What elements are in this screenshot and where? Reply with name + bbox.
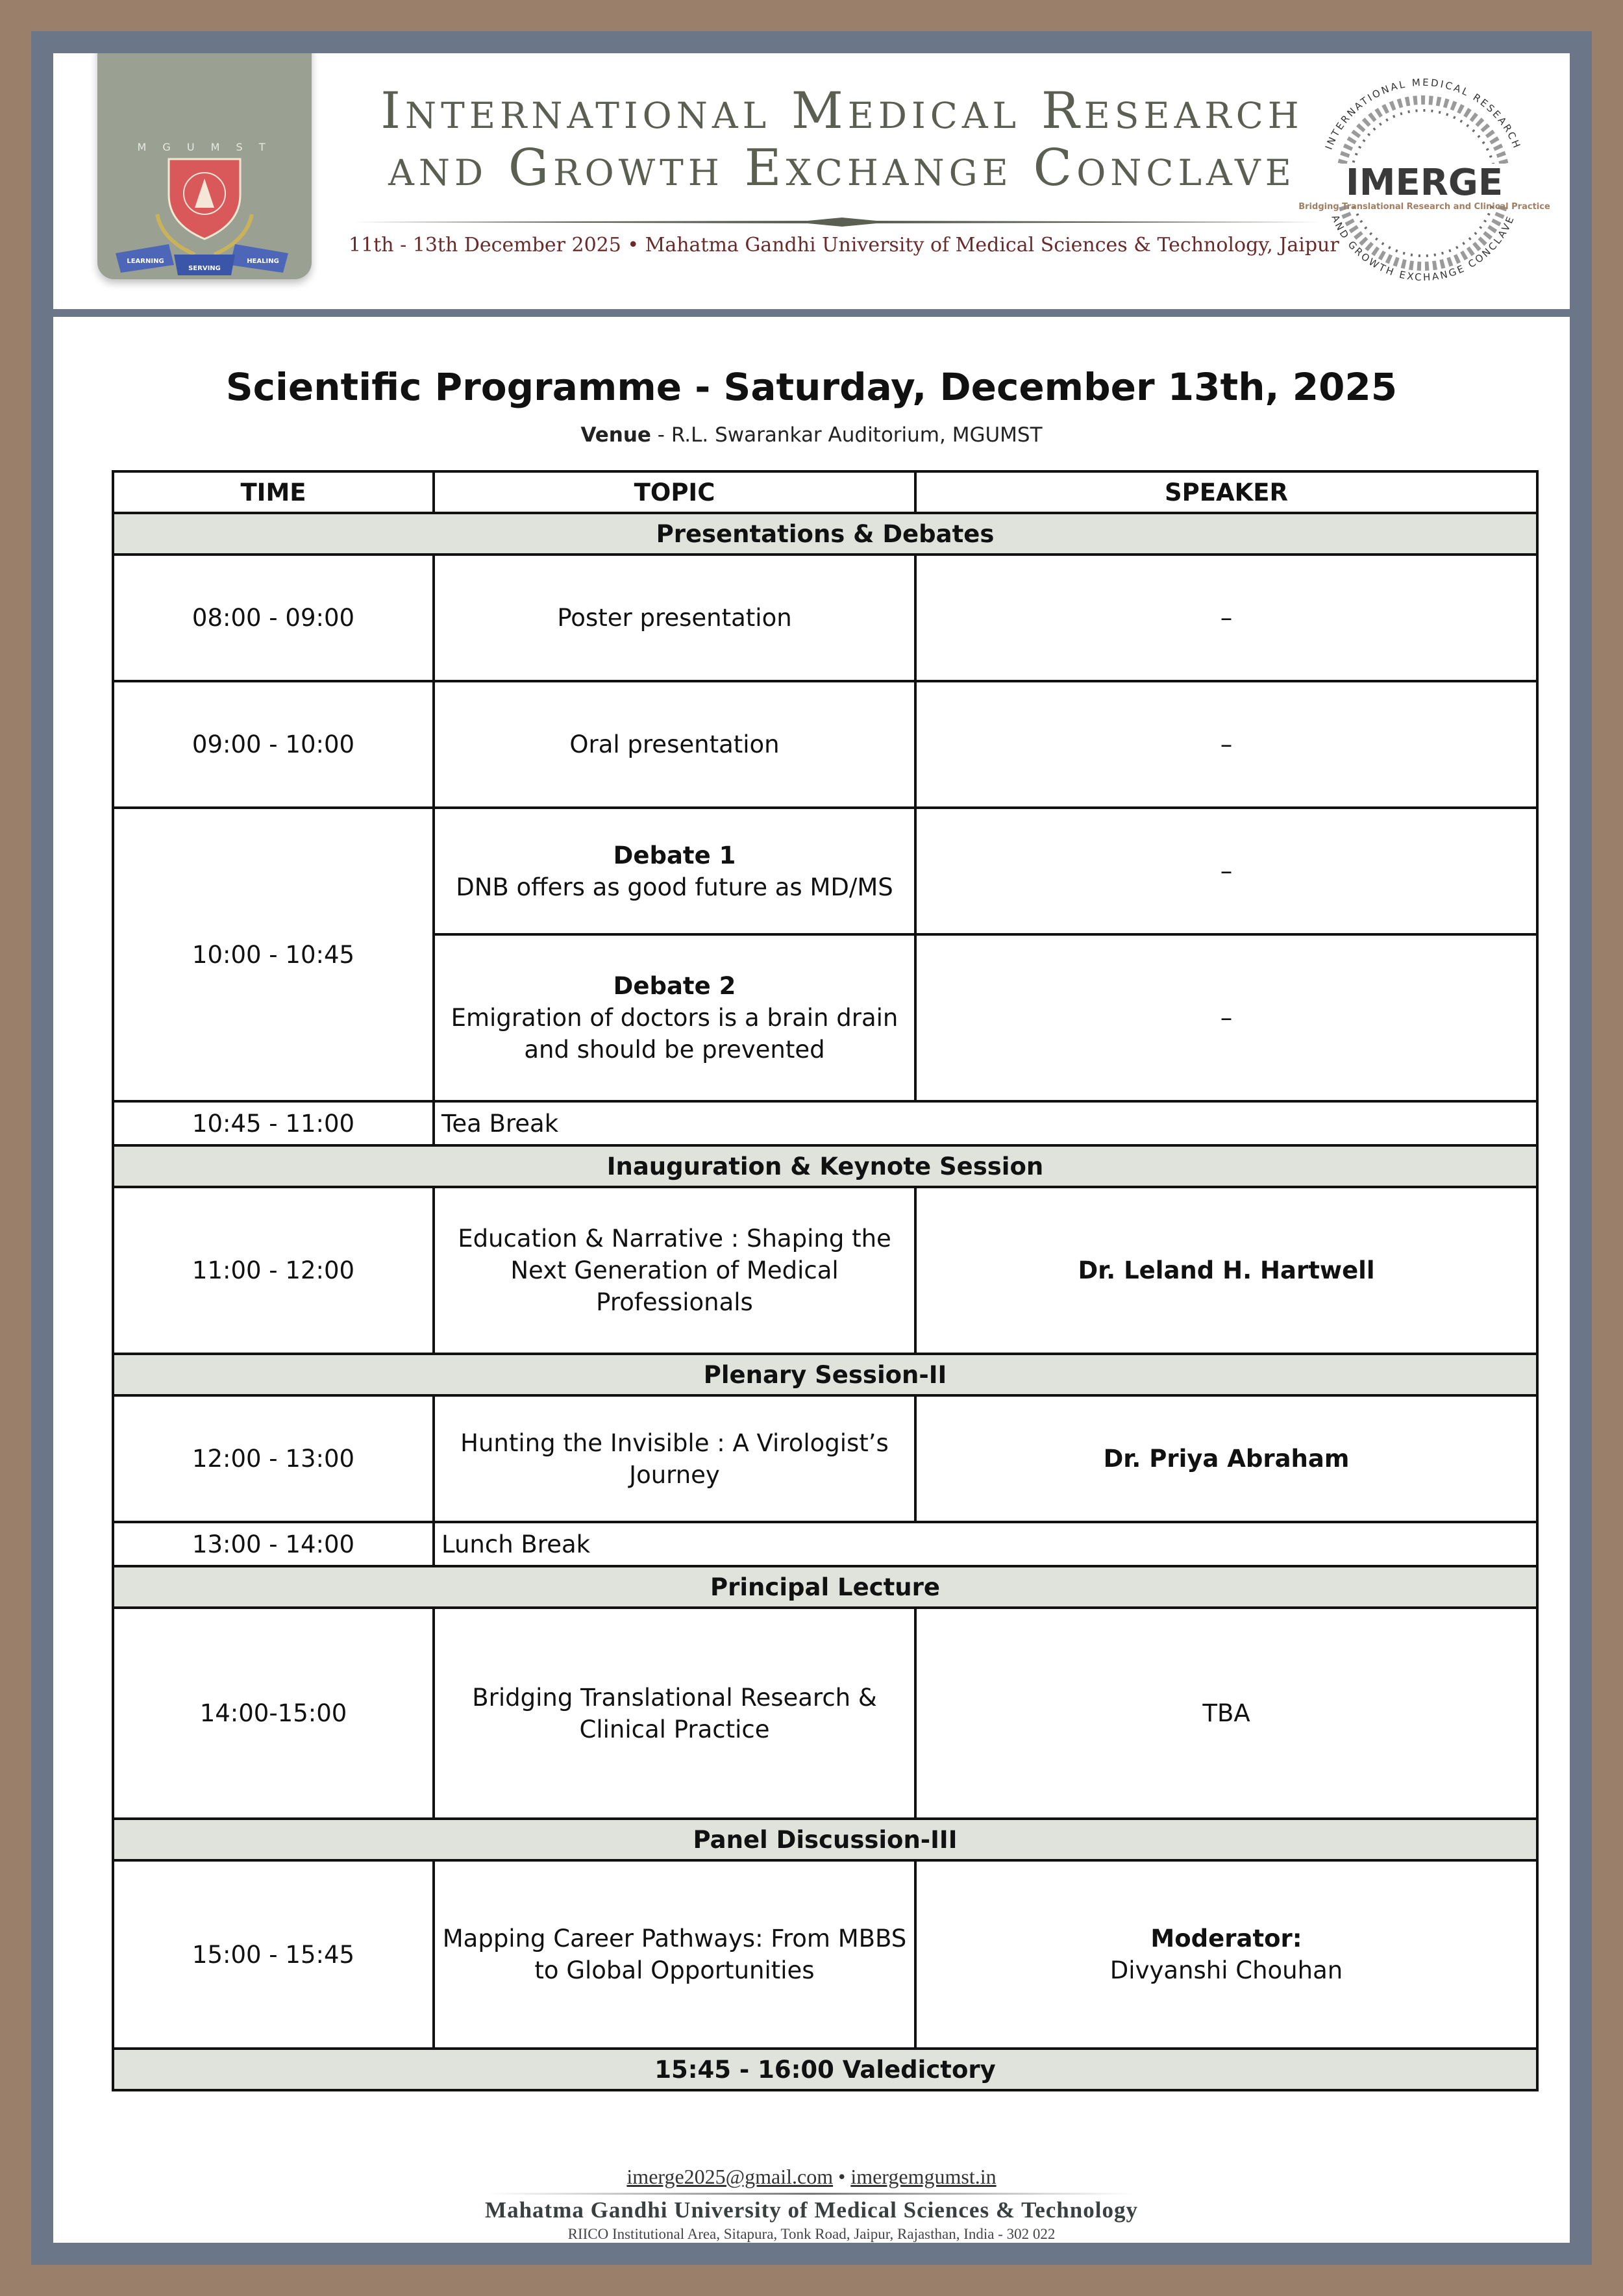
speaker-cell: – — [915, 555, 1537, 681]
time-cell: 09:00 - 10:00 — [113, 681, 434, 808]
email-link[interactable]: imerge2025@gmail.com — [626, 2165, 834, 2188]
table-header-row — [113, 471, 1537, 513]
speaker-cell: TBA — [915, 1608, 1537, 1819]
section-plenary-session: Plenary Session-II — [113, 1354, 1537, 1395]
moderator-name: Divyanshi Chouhan — [1109, 1956, 1343, 1984]
page — [53, 53, 1570, 2243]
table-row — [113, 555, 1537, 681]
table-row — [113, 1395, 1537, 1522]
header — [53, 53, 1570, 309]
moderator-label: Moderator: — [1150, 1925, 1302, 1953]
section-row — [113, 2049, 1537, 2090]
conclave-title-line1: International Medical Research — [380, 82, 1304, 140]
footer-university: Mahatma Gandhi University of Medical Sciences & Technology — [485, 2197, 1138, 2223]
break-cell: Lunch Break — [434, 1522, 1537, 1566]
debate-topic: DNB offers as good future as MD/MS — [456, 873, 893, 901]
speaker-cell: – — [915, 934, 1537, 1101]
section-row — [113, 1819, 1537, 1860]
time-cell: 13:00 - 14:00 — [113, 1522, 434, 1566]
footer-address: RIICO Institutional Area, Sitapura, Tonk Road, Jaipur, Rajasthan, India - 302 022 — [567, 2226, 1056, 2242]
section-row — [113, 513, 1537, 555]
topic-cell: Mapping Career Pathways: From MBBS to Global Opportunities — [434, 1860, 915, 2049]
break-cell: Tea Break — [434, 1101, 1537, 1145]
footer-contact — [53, 2165, 1570, 2189]
svg-text:LEARNING: LEARNING — [127, 258, 164, 265]
svg-text:INTERNATIONAL MEDICAL RESEARCH: INTERNATIONAL MEDICAL RESEARCH — [1322, 76, 1524, 152]
header-rule — [53, 309, 1570, 317]
topic-cell: Education & Narrative : Shaping the Next Generation of Medical Professionals — [434, 1187, 915, 1354]
svg-text:SERVING: SERVING — [188, 265, 221, 272]
mgumst-logo-tab — [97, 53, 312, 279]
venue-value: - R.L. Swarankar Auditorium, MGUMST — [650, 423, 1043, 447]
speaker-cell: Dr. Leland H. Hartwell — [915, 1187, 1537, 1354]
table-row — [113, 808, 1537, 934]
table-row — [113, 1101, 1537, 1145]
table-row — [113, 1860, 1537, 2049]
speaker-cell: Dr. Priya Abraham — [915, 1395, 1537, 1522]
topic-cell: Poster presentation — [434, 555, 915, 681]
table-row — [113, 681, 1537, 808]
speaker-cell: – — [915, 681, 1537, 808]
programme-title: Scientific Programme - Saturday, December 13th, 2025 — [225, 365, 1398, 409]
header-speaker: SPEAKER — [915, 471, 1537, 513]
conclave-subtitle: 11th - 13th December 2025 • Mahatma Gandhi University of Medical Sciences & Technology, Jaipur — [349, 234, 1339, 256]
table-row — [113, 1522, 1537, 1566]
topic-cell — [434, 934, 915, 1101]
speaker-cell — [915, 1860, 1537, 2049]
svg-text:Bridging Translational Researc: Bridging Translational Research and Clinical Practice — [1298, 202, 1550, 212]
debate-title: Debate 2 — [613, 972, 736, 1000]
website-link[interactable]: imergemgumst.in — [850, 2165, 997, 2188]
svg-text:HEALING: HEALING — [247, 258, 279, 265]
svg-text:IMERGE: IMERGE — [1345, 162, 1504, 204]
time-cell: 10:45 - 11:00 — [113, 1101, 434, 1145]
time-cell: 10:00 - 10:45 — [113, 808, 434, 1101]
header-time: TIME — [113, 471, 434, 513]
section-presentations-debates: Presentations & Debates — [113, 513, 1537, 555]
time-cell: 12:00 - 13:00 — [113, 1395, 434, 1522]
footer-divider — [487, 2193, 1136, 2195]
section-row — [113, 1145, 1537, 1187]
conclave-title-line2: and Growth Exchange Conclave — [388, 139, 1296, 197]
header-topic: TOPIC — [434, 471, 915, 513]
debate-title: Debate 1 — [613, 841, 736, 869]
topic-cell: Oral presentation — [434, 681, 915, 808]
venue-label: Venue — [580, 423, 651, 447]
section-row — [113, 1566, 1537, 1608]
speaker-cell: – — [915, 808, 1537, 934]
venue-line — [53, 423, 1570, 447]
debate-topic: Emigration of doctors is a brain drain and should be prevented — [451, 1004, 898, 1064]
mgumst-crest-icon — [97, 53, 312, 279]
contact-separator: • — [833, 2165, 851, 2188]
title-divider — [353, 218, 1331, 227]
svg-text:AND GROWTH EXCHANGE CONCLAVE: AND GROWTH EXCHANGE CONCLAVE — [1329, 213, 1517, 284]
time-cell: 15:00 - 15:45 — [113, 1860, 434, 2049]
section-valedictory: 15:45 - 16:00 Valedictory — [113, 2049, 1537, 2090]
topic-cell: Bridging Translational Research & Clinical Practice — [434, 1608, 915, 1819]
section-panel-discussion: Panel Discussion-III — [113, 1819, 1537, 1860]
time-cell: 08:00 - 09:00 — [113, 555, 434, 681]
time-cell: 11:00 - 12:00 — [113, 1187, 434, 1354]
section-row — [113, 1354, 1537, 1395]
imerge-logo-icon — [1287, 66, 1559, 300]
topic-cell — [434, 808, 915, 934]
svg-text:M G U M S T: M G U M S T — [137, 141, 272, 153]
table-row — [113, 1187, 1537, 1354]
topic-cell: Hunting the Invisible : A Virologist’s Journey — [434, 1395, 915, 1522]
footer — [53, 2165, 1570, 2243]
time-cell: 14:00-15:00 — [113, 1608, 434, 1819]
section-inauguration-keynote: Inauguration & Keynote Session — [113, 1145, 1537, 1187]
schedule-table — [112, 470, 1539, 2091]
section-principal-lecture: Principal Lecture — [113, 1566, 1537, 1608]
table-row — [113, 1608, 1537, 1819]
